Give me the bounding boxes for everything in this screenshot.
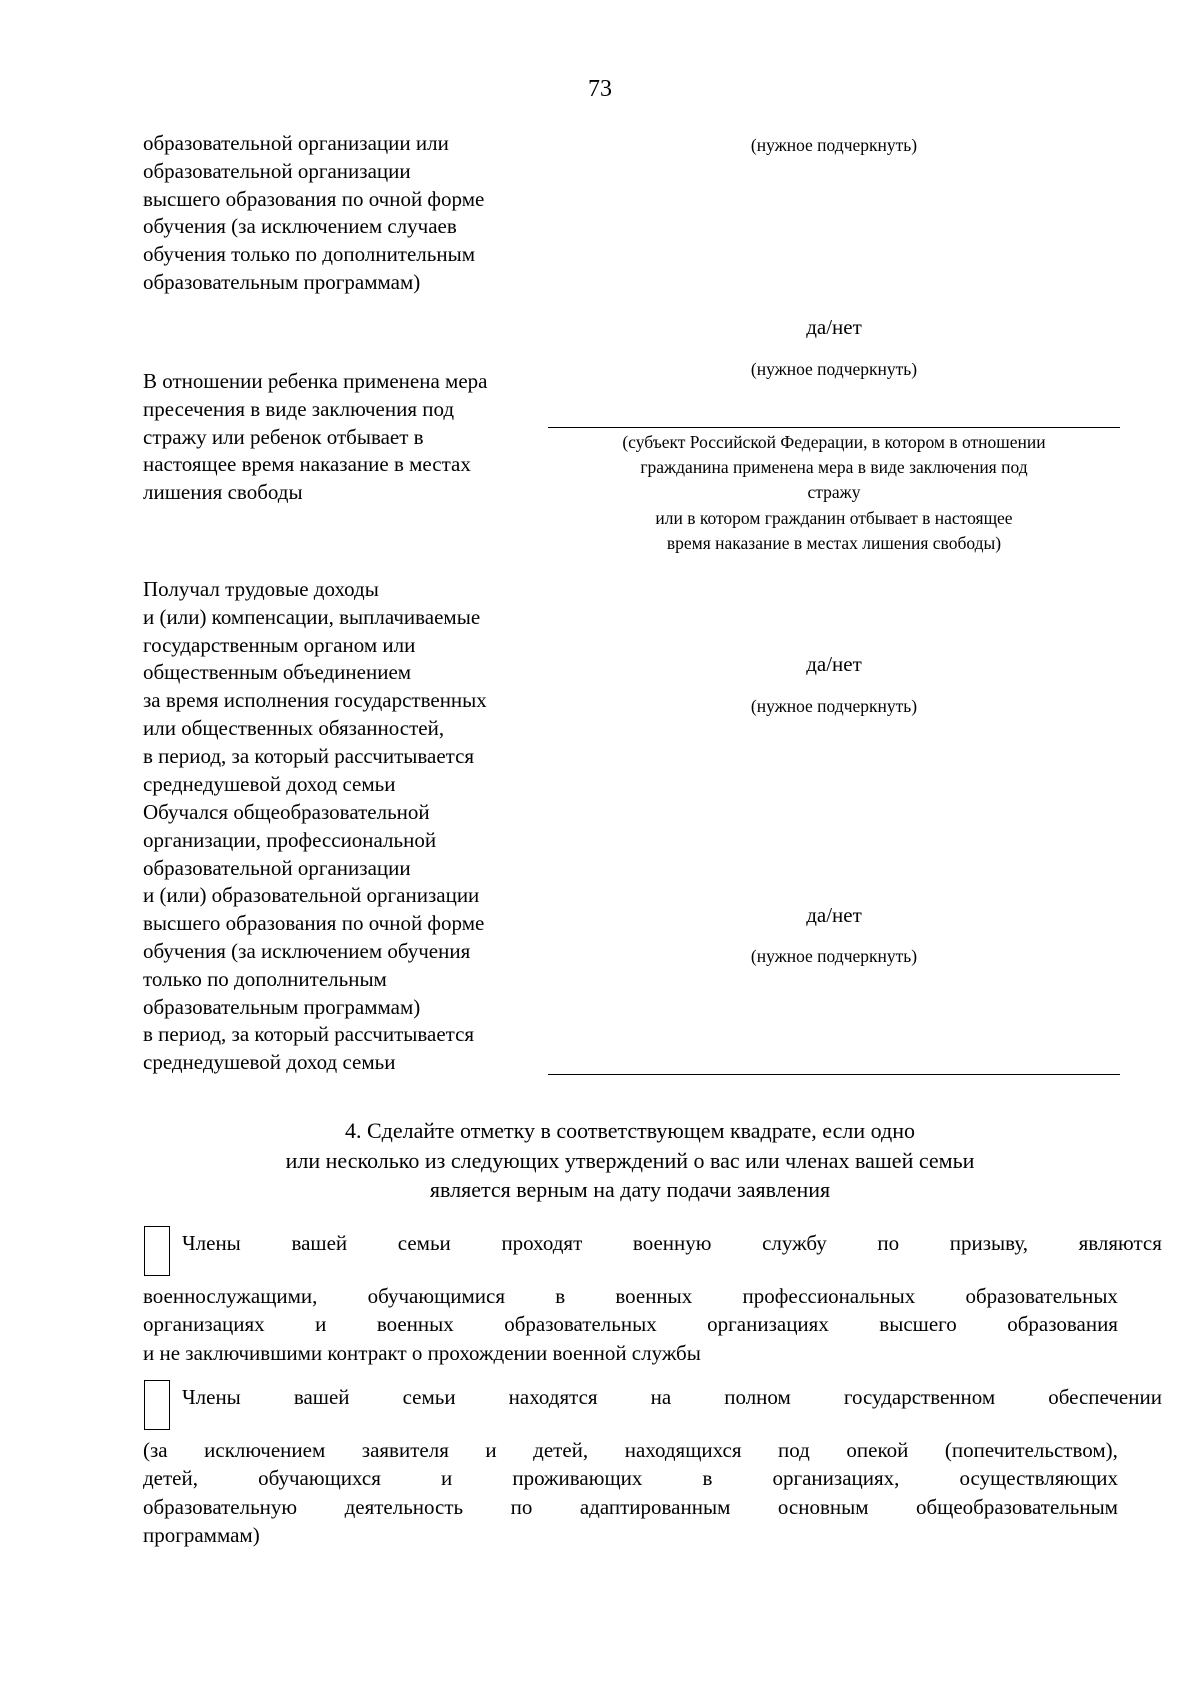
text-line: высшего образования по очной форме (143, 186, 485, 211)
text-line: образовательной организации или (143, 131, 449, 155)
word: и (485, 1438, 497, 1462)
word: (за (143, 1438, 168, 1462)
word: военных (615, 1284, 693, 1308)
word: на (650, 1385, 672, 1409)
word: находятся (508, 1385, 598, 1409)
word: заявителя (361, 1438, 449, 1462)
word: образовательную (143, 1494, 298, 1519)
word: военную (632, 1231, 712, 1255)
hint-line: или в котором гражданин отбывает в настоящее (655, 507, 1013, 528)
justified-line (143, 1436, 1118, 1464)
word: образования (1007, 1312, 1118, 1337)
text-line: обучения (за исключением обучения (143, 938, 471, 963)
underline-hint: (нужное подчеркнуть) (750, 359, 918, 379)
word: и (315, 1312, 327, 1337)
text-line: пресечения в виде заключения под (143, 396, 455, 421)
military-service-checkbox[interactable] (144, 1226, 170, 1276)
underline-hint: (нужное подчеркнуть) (750, 946, 918, 966)
text-line: государственным органом или (143, 632, 416, 657)
education-continuation-text (143, 130, 563, 297)
word: проходят (501, 1231, 583, 1255)
word: организациях (143, 1312, 265, 1337)
word: военнослужащими, (143, 1284, 318, 1308)
text-line: Обучался общеобразовательной (143, 800, 430, 824)
text-line: программам) (143, 1523, 260, 1548)
word: вашей (291, 1231, 348, 1255)
word: проживающих (512, 1466, 643, 1491)
text-line: высшего образования по очной форме (143, 911, 485, 936)
word: по (510, 1494, 533, 1519)
word: находящихся (624, 1438, 742, 1462)
text-line: или общественных обязанностей, (143, 715, 445, 740)
word: и (440, 1466, 453, 1491)
word: осуществляющих (959, 1466, 1118, 1491)
hint-line: гражданина применена мера в виде заключения под (640, 457, 1028, 478)
word: обучающимися (367, 1284, 505, 1308)
text-line: среднедушевой доход семьи (143, 1050, 396, 1075)
text-line: обучения (за исключением случаев (143, 214, 457, 239)
yes-no-option[interactable]: да/нет (806, 315, 862, 339)
text-line: только по дополнительным (143, 966, 387, 991)
text-line: обучения только по дополнительным (143, 242, 476, 267)
word: государственном (843, 1385, 996, 1409)
text-line: В отношении ребенка применена мера (143, 369, 488, 393)
title-line: 4. Сделайте отметку в соответствующем квадрате, если одно (345, 1118, 915, 1143)
word: исключением (204, 1438, 326, 1462)
item-2-continuation (143, 1436, 1118, 1550)
section-4-title (0, 1116, 1200, 1205)
hint-line: стражу (807, 482, 861, 503)
justified-line (143, 1282, 1118, 1310)
text-line: настоящее время наказание в местах (143, 452, 471, 477)
item-1-first-line (182, 1229, 1162, 1257)
hint-line: время наказание в местах лишения свободы) (666, 532, 1002, 553)
word: полном (724, 1385, 791, 1409)
text-line: среднедушевой доход семьи (143, 771, 396, 796)
item-1-continuation (143, 1282, 1118, 1367)
justified-line (143, 1493, 1118, 1521)
word: Члены (182, 1385, 241, 1409)
word: по (877, 1231, 900, 1255)
word: семьи (397, 1231, 451, 1255)
subject-hint (548, 430, 1120, 556)
word: детей, (143, 1466, 198, 1491)
word: в (555, 1284, 566, 1308)
word: являются (1078, 1231, 1162, 1255)
section-end-line (548, 1074, 1120, 1075)
labor-income-question-text (143, 576, 563, 798)
word: детей, (533, 1438, 589, 1462)
text-line: образовательным программам) (143, 269, 421, 294)
word: деятельность (344, 1494, 464, 1519)
word: под (778, 1438, 810, 1462)
text-line: образовательной организации (143, 855, 411, 880)
text-line: Получал трудовые доходы (143, 577, 379, 601)
study-question-text (143, 799, 563, 1077)
text-line: и не заключившими контракт о прохождении военной службы (143, 1340, 701, 1365)
text-line: и (или) образовательной организации (143, 883, 480, 908)
hint-line: (субъект Российской Федерации, в котором в отношении (622, 432, 1046, 452)
text-line: в период, за который рассчитывается (143, 1022, 475, 1047)
page-number: 73 (588, 76, 612, 102)
word: (попечительством), (944, 1438, 1118, 1462)
text-line: образовательным программам) (143, 994, 421, 1019)
text-line: лишения свободы (143, 480, 303, 505)
word: опекой (846, 1438, 909, 1462)
underline-hint: (нужное подчеркнуть) (750, 696, 918, 716)
word: организациях (707, 1312, 829, 1337)
word: образовательных (504, 1312, 657, 1337)
word: организациях, (772, 1466, 900, 1491)
word: вашей (293, 1385, 350, 1409)
text-line: организации, профессиональной (143, 827, 437, 852)
text-line: образовательной организации (143, 158, 411, 183)
justified-line (143, 1464, 1118, 1492)
word: службу (762, 1231, 827, 1255)
state-support-checkbox[interactable] (144, 1380, 170, 1430)
yes-no-option[interactable]: да/нет (806, 903, 862, 927)
detention-question-text (143, 368, 563, 507)
word: обеспечении (1048, 1385, 1162, 1409)
text-line: стражу или ребенок отбывает в (143, 424, 424, 449)
word: обучающихся (258, 1466, 381, 1491)
text-line: и (или) компенсации, выплачиваемые (143, 604, 481, 629)
word: адаптированным (579, 1494, 731, 1519)
subject-input-line[interactable] (548, 427, 1120, 428)
word: высшего (879, 1312, 957, 1337)
word: призыву, (949, 1231, 1028, 1255)
text-line: общественным объединением (143, 660, 412, 685)
word: общеобразовательным (916, 1494, 1118, 1519)
underline-hint: (нужное подчеркнуть) (750, 135, 918, 155)
title-line: или несколько из следующих утверждений о вас или членах вашей семьи (285, 1147, 975, 1173)
yes-no-option[interactable]: да/нет (806, 652, 862, 676)
word: профессиональных (742, 1284, 916, 1308)
word: военных (376, 1312, 454, 1337)
text-line: в период, за который рассчитывается (143, 743, 475, 768)
word: основным (777, 1494, 869, 1519)
word: Члены (182, 1231, 241, 1255)
word: семьи (402, 1385, 456, 1409)
title-line: является верным на дату подачи заявления (429, 1177, 831, 1202)
item-2-first-line (182, 1383, 1162, 1411)
text-line: за время исполнения государственных (143, 688, 487, 713)
justified-line (143, 1310, 1118, 1338)
word: в (702, 1466, 713, 1491)
word: образовательных (965, 1284, 1118, 1308)
